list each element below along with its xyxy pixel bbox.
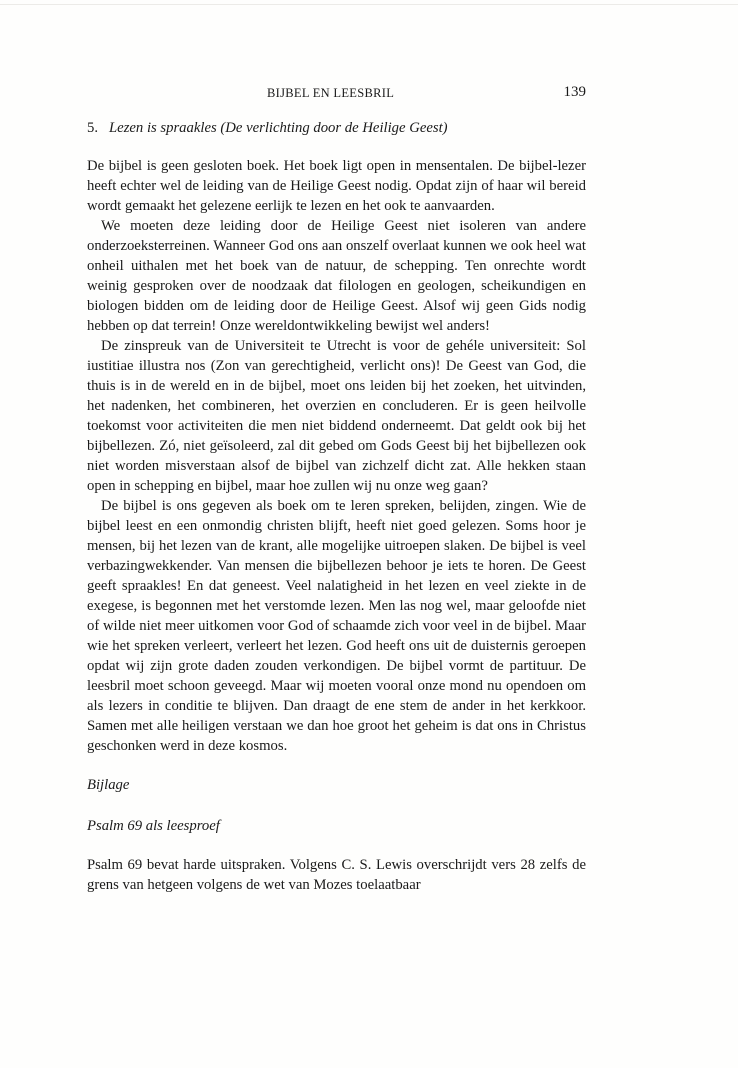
section-title: Lezen is spraakles (De verlichting door de Heilige Geest): [109, 120, 448, 136]
section-heading: [87, 118, 586, 138]
paragraph-1: De bijbel is geen gesloten boek. Het boek ligt open in mensentalen. De bijbel-lezer heeft echter wel de leiding van de Heilige Geest nodig. Opdat zijn of haar wil bereid wordt gemaakt het gelezene eerlijk te lezen en het ook te aanvaarden.: [87, 158, 586, 214]
paragraph-4: De bijbel is ons gegeven als boek om te leren spreken, belijden, zingen. Wie de bijbel leest en een onmondig christen blijft, heeft niet goed gelezen. Soms hoor je mensen, bij het lezen van de krant, alle mogelijke uitroepen slaken. De bijbel is veel verbazingwekkender. Van mensen die bijbellezen behoor je iets te horen. De Geest geeft spraakles! En dat geneest. Veel nalatigheid in het lezen en veel ziekte in de exegese, is begonnen met het verstomde lezen. Men las nog wel, maar geloofde niet of wilde niet meer uitkomen voor God of schaamde zich voor veel in de bijbel. Maar wie het spreken verleert, verleert het lezen. God heeft ons uit de duisternis geroepen opdat wij zijn grote daden zouden verkondigen. De bijbel vormt de partituur. De leesbril moet schoon geveegd. Maar wij moeten vooral onze mond nu opendoen om als lezers in conditie te blijven. Dan draagt de ene stem de ander in het kerkkoor. Samen met alle heiligen verstaan we dan hoe groot het geheim is dat ons in Christus geschonken werd in deze kosmos.: [87, 498, 586, 754]
paragraph-3: De zinspreuk van de Universiteit te Utrecht is voor de gehéle universiteit: Sol iustitiae illustra nos (Zon van gerechtigheid, verlicht ons)! De Geest van God, die thuis is in de wereld en in de bijbel, moet ons leiden bij het zoeken, het uitvinden, het nadenken, het combineren, het overzien en concluderen. Er is geen heilvolle toekomst voor activiteiten die men niet biddend onderneemt. Dat geldt ook bij het bijbellezen. Zó, niet geïsoleerd, zal dit gebed om Gods Geest bij het bijbellezen ook niet worden misverstaan alsof de bijbel van zichzelf dicht zat. Alle hekken staan open in schepping en bijbel, maar hoe zullen wij nu onze weg gaan?: [87, 338, 586, 494]
page-header: [87, 82, 586, 106]
appendix-subheading: Psalm 69 als leesproef: [87, 818, 220, 834]
page-number: 139: [563, 84, 586, 100]
appendix-heading: Bijlage: [87, 777, 130, 793]
appendix-paragraph: Psalm 69 bevat harde uitspraken. Volgens C. S. Lewis overschrijdt vers 28 zelfs de grens van hetgeen volgens de wet van Mozes toelaatbaar: [87, 857, 586, 893]
page-top-edge: [0, 4, 738, 5]
page-body: [87, 118, 586, 895]
section-number: 5.: [87, 120, 99, 136]
running-head: BIJBEL EN LEESBRIL: [267, 86, 395, 100]
paragraph-2: We moeten deze leiding door de Heilige Geest niet isoleren van andere onderzoeksterreinen. Wanneer God ons aan onszelf overlaat kunnen we ook heel wat onheil uithalen met het boek van de natuur, de schepping. Ten onrechte wordt weinig gesproken over de noodzaak dat filologen en geologen, scheikundigen en biologen bidden om de leiding door de Heilige Geest. Alsof wij geen Gids nodig hebben op dat terrein! Onze wereldontwikkeling bewijst wel anders!: [87, 218, 586, 334]
